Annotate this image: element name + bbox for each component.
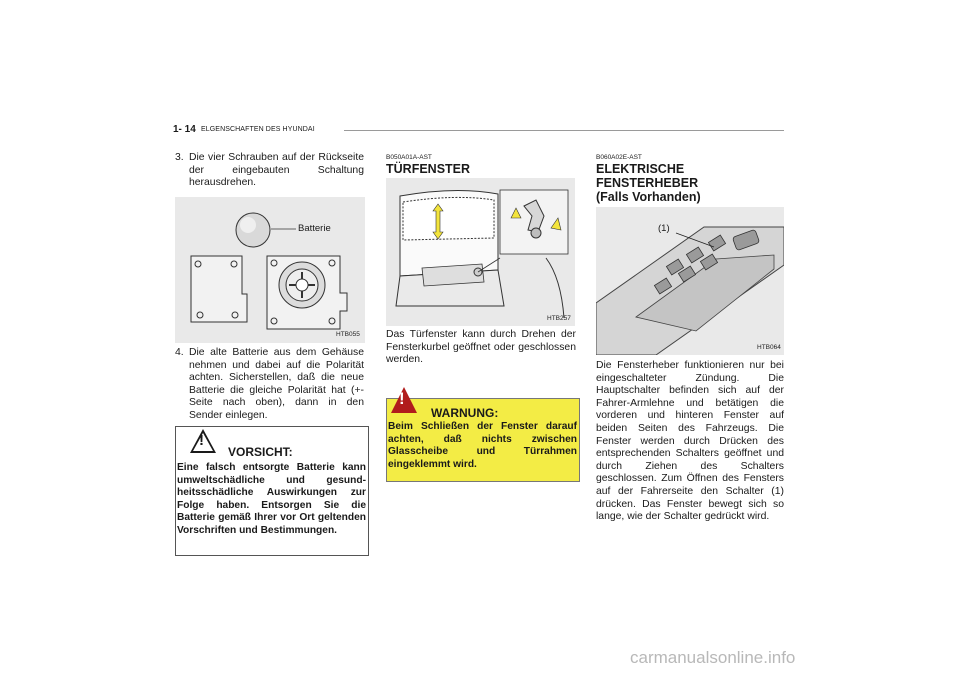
step-4-text bbox=[189, 347, 364, 423]
door-window-text: Das Türfenster kann durch Drehen der Fensterkurbel geöffnet oder geschlossen werden. bbox=[386, 329, 576, 366]
section-heading bbox=[596, 162, 701, 204]
warning-box bbox=[386, 389, 580, 482]
figure-callout: (1) bbox=[658, 223, 670, 234]
step-3-number: 3. bbox=[175, 152, 184, 163]
watermark: carmanualsonline.info bbox=[630, 648, 796, 667]
page-number: 1- 14 bbox=[173, 124, 196, 135]
section-code: B060A02E-AST bbox=[596, 154, 642, 161]
figure-code: HTB064 bbox=[757, 344, 781, 351]
caution-text: Eine falsch entsorgte Batterie kann umweltschädliche und gesund-heitsschädliche Auswirkungen zur Folge haben. Entsorgen Sie die Batterie gemäß Ihrer vor Ort geltenden Vorschriften und Bestimmungen. bbox=[177, 462, 366, 536]
section-title: ELGENSCHAFTEN DES HYUNDAI bbox=[201, 126, 315, 133]
battery-figure bbox=[175, 197, 365, 343]
battery-label: Batterie bbox=[298, 223, 331, 234]
section-heading: TÜRFENSTER bbox=[386, 162, 471, 176]
power-window-figure bbox=[596, 207, 784, 355]
step-3 bbox=[175, 152, 364, 190]
figure-code: HTB055 bbox=[336, 331, 360, 338]
warning-title: WARNUNG: bbox=[431, 406, 499, 420]
step-4-number: 4. bbox=[175, 347, 184, 358]
heading-line-3: (Falls Vorhanden) bbox=[596, 190, 701, 204]
heading-line-1: ELEKTRISCHE bbox=[596, 162, 685, 176]
section-code: B050A01A-AST bbox=[386, 154, 432, 161]
step-4-rest: nehmen und dabei auf die Polarität achten. Sicherstellen, daß die neue Batterie die gleiche Polarität hat (+-Seite nach oben), dann in den Sender einlegen. bbox=[189, 359, 364, 421]
step-3-line1: Die vier Schrauben auf der Rückseite bbox=[189, 152, 364, 163]
step-4-line1: Die alte Batterie aus dem Gehäuse bbox=[189, 347, 364, 358]
step-3-rest: der eingebauten Schaltung herausdrehen. bbox=[189, 164, 364, 189]
exclamation-mark: ! bbox=[399, 389, 405, 408]
warning-text: Beim Schließen der Fenster darauf achten, daß nichts zwischen Glasscheibe und Türrahmen eingeklemmt wird. bbox=[388, 421, 577, 470]
figure-code: HTB257 bbox=[547, 315, 571, 322]
power-window-text: Die Fensterheber funktionieren nur bei eingeschalteter Zündung. Die Hauptschalter befinden sich auf der Fahrer-Armlehne und betätigen die vorderen und hinteren Fenster auf beiden Seiten des Fahrzeugs. Die Fenster werden durch Drücken des entsprechenden Schalters geöffnet und durch Ziehen des Schalters geschlossen. Zum Öffnen des Fensters auf der Fahrerseite den Schalter (1) drücken. Das Fenster bewegt sich so lange, wie der Schalter gedrückt wird. bbox=[596, 360, 784, 523]
step-3-text bbox=[189, 152, 364, 190]
caution-title: VORSICHT: bbox=[228, 445, 293, 459]
caution-box bbox=[175, 426, 369, 556]
header-rule bbox=[344, 130, 784, 131]
door-window-figure bbox=[386, 178, 575, 326]
exclamation-mark: ! bbox=[199, 432, 204, 449]
step-4 bbox=[175, 347, 364, 423]
heading-line-2: FENSTERHEBER bbox=[596, 176, 699, 190]
